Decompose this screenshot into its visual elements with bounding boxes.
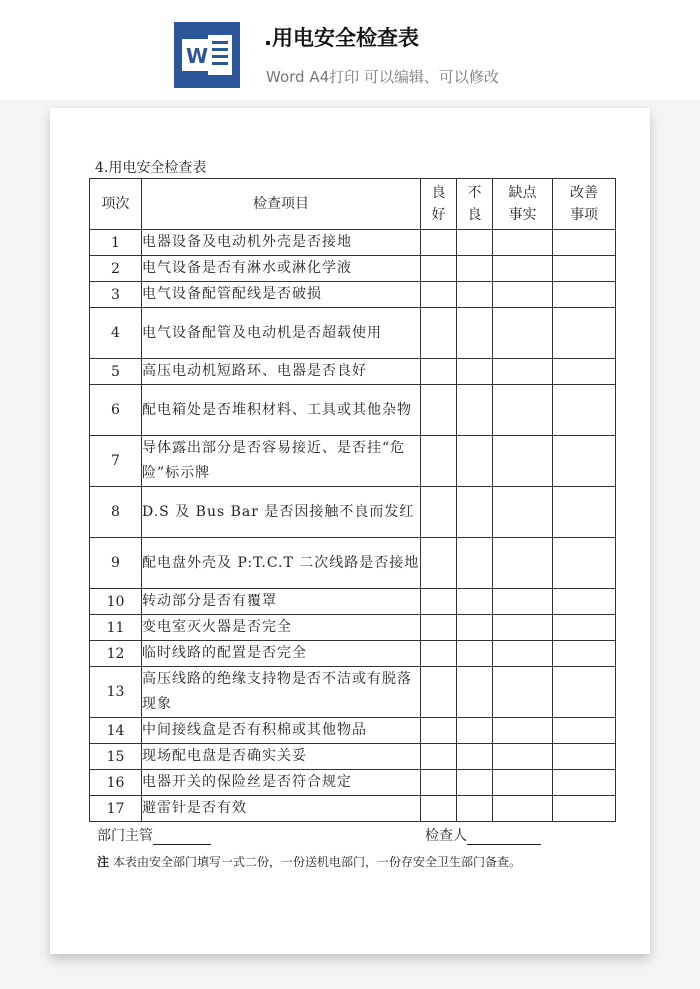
row-item: 高压电动机短路环、电器是否良好 bbox=[142, 359, 421, 385]
cell-improve[interactable] bbox=[553, 230, 616, 256]
row-item: 导体露出部分是否容易接近、是否挂“危险”标示牌 bbox=[142, 436, 421, 487]
cell-good[interactable] bbox=[421, 538, 457, 589]
row-item: 现场配电盘是否确实关妥 bbox=[142, 744, 421, 770]
table-header-row bbox=[90, 179, 616, 230]
cell-defect[interactable] bbox=[493, 487, 553, 538]
table-row bbox=[90, 538, 616, 589]
inspector-blank[interactable] bbox=[467, 830, 541, 845]
cell-improve[interactable] bbox=[553, 641, 616, 667]
cell-bad[interactable] bbox=[457, 667, 493, 718]
document-title: .用电安全检查表 bbox=[264, 26, 419, 50]
document-header bbox=[0, 0, 700, 100]
row-number: 14 bbox=[90, 718, 142, 744]
table-row bbox=[90, 744, 616, 770]
row-item: 电气设备配管及电动机是否超载使用 bbox=[142, 308, 421, 359]
signature-line bbox=[97, 825, 557, 847]
table-row bbox=[90, 308, 616, 359]
dept-head-signature bbox=[97, 825, 211, 845]
row-number: 6 bbox=[90, 385, 142, 436]
cell-bad[interactable] bbox=[457, 718, 493, 744]
cell-good[interactable] bbox=[421, 282, 457, 308]
cell-good[interactable] bbox=[421, 718, 457, 744]
cell-good[interactable] bbox=[421, 744, 457, 770]
cell-defect[interactable] bbox=[493, 282, 553, 308]
cell-improve[interactable] bbox=[553, 538, 616, 589]
cell-defect[interactable] bbox=[493, 770, 553, 796]
cell-defect[interactable] bbox=[493, 667, 553, 718]
table-row bbox=[90, 796, 616, 822]
row-number: 1 bbox=[90, 230, 142, 256]
row-number: 10 bbox=[90, 589, 142, 615]
table-row bbox=[90, 256, 616, 282]
cell-good[interactable] bbox=[421, 487, 457, 538]
cell-good[interactable] bbox=[421, 308, 457, 359]
document-subtitle: Word A4打印 可以编辑、可以修改 bbox=[266, 68, 499, 86]
row-number: 9 bbox=[90, 538, 142, 589]
cell-improve[interactable] bbox=[553, 308, 616, 359]
cell-improve[interactable] bbox=[553, 589, 616, 615]
cell-bad[interactable] bbox=[457, 308, 493, 359]
cell-bad[interactable] bbox=[457, 615, 493, 641]
cell-good[interactable] bbox=[421, 667, 457, 718]
row-number: 3 bbox=[90, 282, 142, 308]
cell-bad[interactable] bbox=[457, 744, 493, 770]
cell-bad[interactable] bbox=[457, 256, 493, 282]
row-item: 配电盘外壳及 P:T.C.T 二次线路是否接地 bbox=[142, 538, 421, 589]
cell-defect[interactable] bbox=[493, 589, 553, 615]
cell-bad[interactable] bbox=[457, 796, 493, 822]
footnote bbox=[97, 853, 521, 870]
cell-improve[interactable] bbox=[553, 385, 616, 436]
cell-defect[interactable] bbox=[493, 436, 553, 487]
cell-improve[interactable] bbox=[553, 359, 616, 385]
row-number: 4 bbox=[90, 308, 142, 359]
row-item: 变电室灭火器是否完全 bbox=[142, 615, 421, 641]
header-no: 项次 bbox=[90, 179, 142, 230]
cell-bad[interactable] bbox=[457, 436, 493, 487]
cell-good[interactable] bbox=[421, 589, 457, 615]
row-item: 电器设备及电动机外壳是否接地 bbox=[142, 230, 421, 256]
table-row bbox=[90, 641, 616, 667]
cell-defect[interactable] bbox=[493, 308, 553, 359]
table-row bbox=[90, 718, 616, 744]
cell-bad[interactable] bbox=[457, 589, 493, 615]
cell-defect[interactable] bbox=[493, 359, 553, 385]
cell-defect[interactable] bbox=[493, 230, 553, 256]
table-row bbox=[90, 589, 616, 615]
cell-improve[interactable] bbox=[553, 667, 616, 718]
cell-good[interactable] bbox=[421, 359, 457, 385]
inspector-signature bbox=[425, 825, 541, 845]
table-row bbox=[90, 770, 616, 796]
cell-improve[interactable] bbox=[553, 770, 616, 796]
row-number: 8 bbox=[90, 487, 142, 538]
header-defect bbox=[493, 179, 553, 230]
document-page bbox=[50, 108, 650, 954]
row-item: 电气设备是否有淋水或淋化学液 bbox=[142, 256, 421, 282]
header-good bbox=[421, 179, 457, 230]
cell-bad[interactable] bbox=[457, 230, 493, 256]
cell-improve[interactable] bbox=[553, 487, 616, 538]
row-number: 15 bbox=[90, 744, 142, 770]
cell-bad[interactable] bbox=[457, 641, 493, 667]
header-defect-line-2: 事实 bbox=[508, 207, 537, 223]
cell-bad[interactable] bbox=[457, 770, 493, 796]
cell-good[interactable] bbox=[421, 796, 457, 822]
sheet-title: 4.用电安全检查表 bbox=[95, 160, 207, 176]
cell-defect[interactable] bbox=[493, 744, 553, 770]
table-row bbox=[90, 667, 616, 718]
cell-defect[interactable] bbox=[493, 641, 553, 667]
footnote-label: 注 bbox=[97, 855, 110, 869]
row-item: 配电箱处是否堆积材料、工具或其他杂物 bbox=[142, 385, 421, 436]
table-row bbox=[90, 359, 616, 385]
row-item: 中间接线盒是否有积棉或其他物品 bbox=[142, 718, 421, 744]
header-improve bbox=[553, 179, 616, 230]
cell-bad[interactable] bbox=[457, 538, 493, 589]
header-bad-line-2: 良 bbox=[467, 207, 482, 223]
cell-good[interactable] bbox=[421, 615, 457, 641]
row-number: 16 bbox=[90, 770, 142, 796]
cell-defect[interactable] bbox=[493, 385, 553, 436]
cell-improve[interactable] bbox=[553, 615, 616, 641]
row-item: 高压线路的绝缘支持物是否不洁或有脱落现象 bbox=[142, 667, 421, 718]
row-number: 13 bbox=[90, 667, 142, 718]
cell-improve[interactable] bbox=[553, 436, 616, 487]
cell-good[interactable] bbox=[421, 436, 457, 487]
row-item: D.S 及 Bus Bar 是否因接触不良而发红 bbox=[142, 487, 421, 538]
table-row bbox=[90, 436, 616, 487]
table-row bbox=[90, 230, 616, 256]
inspector-label: 检查人 bbox=[425, 828, 467, 844]
row-item: 电器开关的保险丝是否符合规定 bbox=[142, 770, 421, 796]
cell-defect[interactable] bbox=[493, 256, 553, 282]
cell-improve[interactable] bbox=[553, 796, 616, 822]
svg-text:W: W bbox=[185, 44, 209, 68]
table-row bbox=[90, 385, 616, 436]
header-bad bbox=[457, 179, 493, 230]
cell-defect[interactable] bbox=[493, 615, 553, 641]
cell-good[interactable] bbox=[421, 641, 457, 667]
cell-defect[interactable] bbox=[493, 796, 553, 822]
dept-head-label: 部门主管 bbox=[97, 828, 153, 844]
row-number: 11 bbox=[90, 615, 142, 641]
cell-good[interactable] bbox=[421, 230, 457, 256]
header-improve-line-1: 改善 bbox=[570, 185, 598, 201]
table-row bbox=[90, 487, 616, 538]
cell-improve[interactable] bbox=[553, 282, 616, 308]
cell-defect[interactable] bbox=[493, 718, 553, 744]
row-number: 7 bbox=[90, 436, 142, 487]
dept-head-blank[interactable] bbox=[153, 830, 211, 845]
header-good-line-1: 良 bbox=[431, 185, 446, 201]
header-item: 检查项目 bbox=[142, 179, 421, 230]
header-defect-line-1: 缺点 bbox=[508, 185, 537, 201]
row-number: 5 bbox=[90, 359, 142, 385]
footnote-text: 本表由安全部门填写一式二份，一份送机电部门，一份存安全卫生部门备查。 bbox=[113, 855, 522, 869]
cell-bad[interactable] bbox=[457, 282, 493, 308]
row-number: 2 bbox=[90, 256, 142, 282]
row-number: 17 bbox=[90, 796, 142, 822]
cell-good[interactable] bbox=[421, 385, 457, 436]
cell-improve[interactable] bbox=[553, 718, 616, 744]
cell-improve[interactable] bbox=[553, 256, 616, 282]
table-row bbox=[90, 615, 616, 641]
cell-good[interactable] bbox=[421, 256, 457, 282]
header-improve-line-2: 事项 bbox=[570, 207, 598, 223]
table-row bbox=[90, 282, 616, 308]
word-document-icon bbox=[174, 22, 240, 88]
cell-defect[interactable] bbox=[493, 538, 553, 589]
header-good-line-2: 好 bbox=[431, 207, 446, 223]
inspection-table bbox=[89, 178, 616, 822]
header-bad-line-1: 不 bbox=[467, 185, 482, 201]
cell-improve[interactable] bbox=[553, 744, 616, 770]
row-item: 转动部分是否有覆罩 bbox=[142, 589, 421, 615]
cell-bad[interactable] bbox=[457, 487, 493, 538]
cell-bad[interactable] bbox=[457, 359, 493, 385]
cell-bad[interactable] bbox=[457, 385, 493, 436]
row-item: 临时线路的配置是否完全 bbox=[142, 641, 421, 667]
row-item: 避雷针是否有效 bbox=[142, 796, 421, 822]
cell-good[interactable] bbox=[421, 770, 457, 796]
row-number: 12 bbox=[90, 641, 142, 667]
row-item: 电气设备配管配线是否破损 bbox=[142, 282, 421, 308]
